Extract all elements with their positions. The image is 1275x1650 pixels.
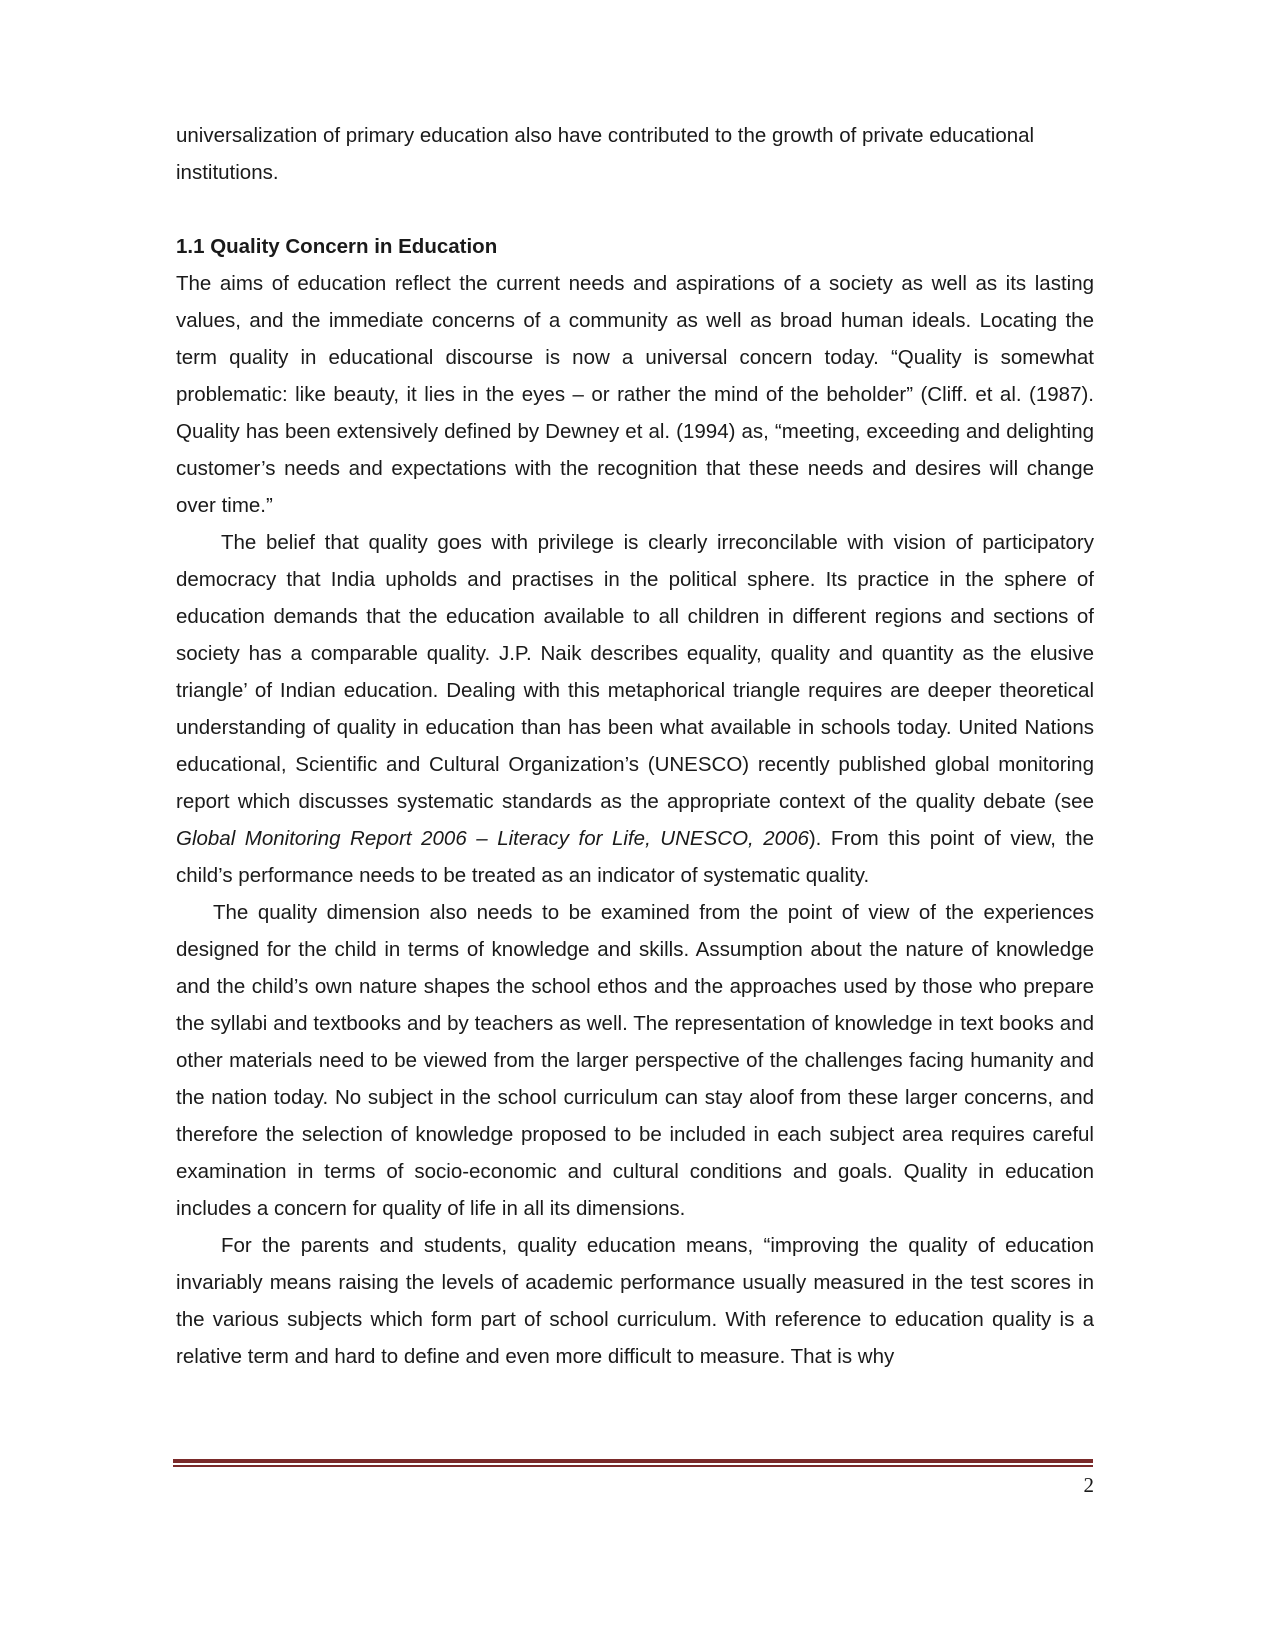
report-citation: Global Monitoring Report 2006 – Literacy for Life, UNESCO, 2006 — [176, 827, 809, 850]
paragraph-continuation: universalization of primary education also have contributed to the growth of private educational institutions. — [176, 124, 1035, 184]
paragraph-text: ). From this point of view, the child’s performance needs to be treated as an indicator of systematic quality. — [176, 827, 1094, 887]
paragraph-quality-privilege — [176, 524, 1094, 894]
paragraph-text: The belief that quality goes with privilege is clearly irreconcilable with vision of participatory democracy that India upholds and practises in the political sphere. Its practice in the sphere of education demands that the education available to all children in different regions and sections of society has a comparable quality. J.P. Naik describes equality, quality and quantity as the elusive triangle’ of Indian education. Dealing with this metaphorical triangle requires are deeper theoretical understanding of quality in education than has been what available in schools today. United Nations educational, Scientific and Cultural Organization’s (UNESCO) recently published global monitoring report which discusses systematic standards as the appropriate context of the quality debate (see — [176, 531, 1094, 813]
paragraph-parents-students: For the parents and students, quality education means, “improving the quality of education invariably means raising the levels of academic performance usually measured in the test scores in the various subjects which form part of school curriculum. With reference to education quality is a relative term and hard to define and even more difficult to measure. That is why — [176, 1234, 1094, 1368]
page-number: 2 — [1083, 1473, 1094, 1497]
footer-rule-thin — [173, 1465, 1093, 1467]
body-text — [176, 117, 1094, 1375]
paragraph-quality-dimension: The quality dimension also needs to be examined from the point of view of the experiences designed for the child in terms of knowledge and skills. Assumption about the nature of knowledge and the child’s own nature shapes the school ethos and the approaches used by those who prepare the syllabi and textbooks and by teachers as well. The representation of knowledge in text books and other materials need to be viewed from the larger perspective of the challenges facing humanity and the nation today. No subject in the school curriculum can stay aloof from these larger concerns, and therefore the selection of knowledge proposed to be included in each subject area requires careful examination in terms of socio-economic and cultural conditions and goals. Quality in education includes a concern for quality of life in all its dimensions. — [176, 901, 1094, 1220]
section-heading: 1.1 Quality Concern in Education — [176, 235, 498, 258]
footer-rule — [173, 1459, 1093, 1467]
paragraph-aims-of-education: The aims of education reflect the current needs and aspirations of a society as well as its lasting values, and the immediate concerns of a community as well as broad human ideals. Locating the term quality in educational discourse is now a universal concern today. “Quality is somewhat problematic: like beauty, it lies in the eyes – or rather the mind of the beholder” (Cliff. et al. (1987). Quality has been extensively defined by Dewney et al. (1994) as, “meeting, exceeding and delighting customer’s needs and expectations with the recognition that these needs and desires will change over time.” — [176, 272, 1094, 517]
